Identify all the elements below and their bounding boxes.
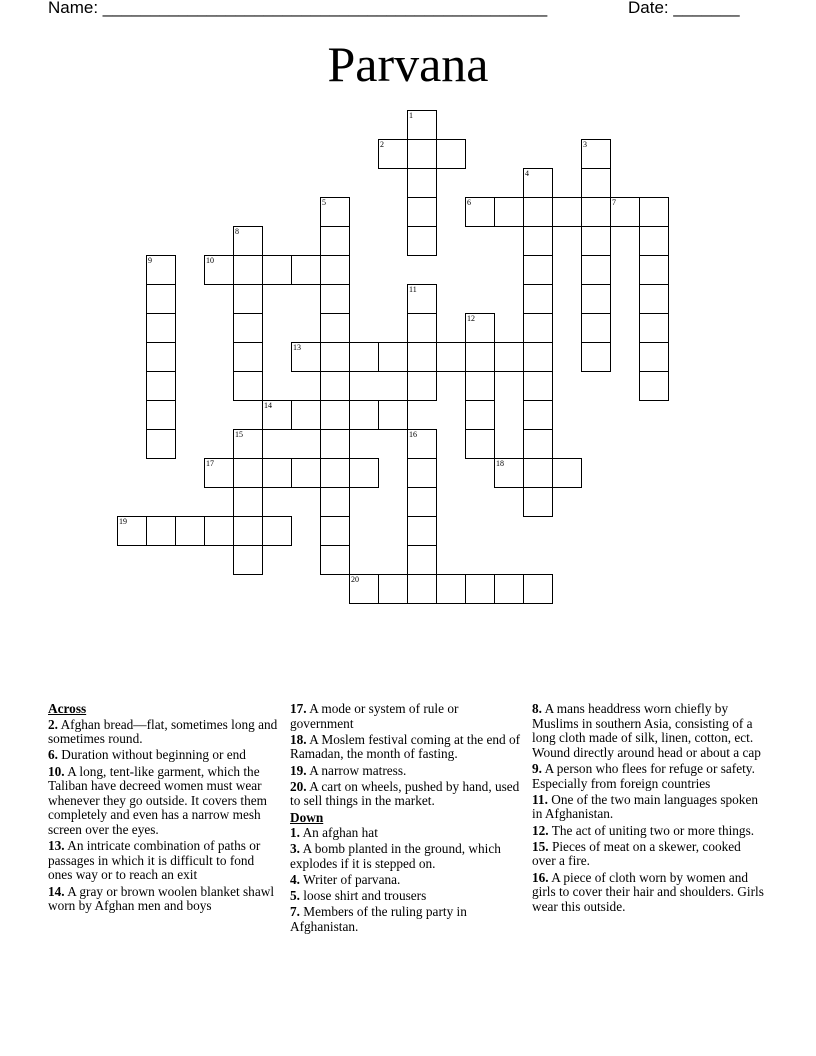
grid-cell[interactable] xyxy=(581,226,611,256)
clue-item-text: A gray or brown woolen blanket shawl worn by Afghan men and boys xyxy=(48,883,275,914)
clue-item-number: 2. xyxy=(48,716,58,732)
grid-cell[interactable] xyxy=(233,313,263,343)
grid-cell[interactable] xyxy=(291,400,321,430)
clue-item-number: 5. xyxy=(290,888,300,904)
grid-cell[interactable] xyxy=(523,429,553,459)
clue-item-text: An afghan hat xyxy=(299,825,378,841)
clue-number: 11 xyxy=(409,285,417,294)
clue-item-number: 15. xyxy=(532,838,549,854)
clue-number: 17 xyxy=(206,459,214,468)
grid-cell[interactable] xyxy=(320,313,350,343)
grid-cell[interactable] xyxy=(146,429,176,459)
clue-item xyxy=(290,905,522,934)
grid-cell[interactable] xyxy=(320,342,350,372)
grid-cell[interactable] xyxy=(146,400,176,430)
grid-cell[interactable] xyxy=(494,574,524,604)
grid-cell[interactable] xyxy=(320,545,350,575)
clue-number: 12 xyxy=(467,314,475,323)
grid-cell[interactable] xyxy=(639,313,669,343)
grid-cell[interactable] xyxy=(407,313,437,343)
grid-cell[interactable] xyxy=(465,574,495,604)
clue-number: 18 xyxy=(496,459,504,468)
clues-column-3 xyxy=(532,702,767,916)
grid-cell[interactable] xyxy=(233,371,263,401)
clue-item-text: One of the two main languages spoken in Afghanistan. xyxy=(532,791,759,822)
grid-cell[interactable] xyxy=(523,197,553,227)
clue-item xyxy=(290,873,522,888)
grid-cell[interactable] xyxy=(494,342,524,372)
grid-cell[interactable] xyxy=(639,226,669,256)
clue-item-text: Writer of parvana. xyxy=(299,872,401,888)
grid-cell[interactable] xyxy=(523,313,553,343)
grid-cell[interactable] xyxy=(407,139,437,169)
grid-cell[interactable] xyxy=(233,226,263,256)
grid-cell[interactable] xyxy=(552,197,582,227)
grid-cell[interactable] xyxy=(233,545,263,575)
grid-cell[interactable] xyxy=(639,255,669,285)
clue-item-number: 4. xyxy=(290,872,300,888)
grid-cell[interactable] xyxy=(204,458,234,488)
grid-cell[interactable] xyxy=(233,487,263,517)
grid-cell[interactable] xyxy=(581,255,611,285)
clue-number: 9 xyxy=(148,256,152,265)
grid-cell[interactable] xyxy=(436,139,466,169)
grid-cell[interactable] xyxy=(465,313,495,343)
clue-item-text: An intricate combination of paths or passages in which it is difficult to fond ones way or to reach an exit xyxy=(48,838,261,883)
grid-cell[interactable] xyxy=(175,516,205,546)
clue-item xyxy=(532,824,767,839)
grid-cell[interactable] xyxy=(407,226,437,256)
clue-number: 7 xyxy=(612,198,616,207)
clue-item-text: Afghan bread—flat, sometimes long and sometimes round. xyxy=(48,716,278,747)
name-line: Name: _______________________________________________ xyxy=(48,0,548,17)
clue-number: 13 xyxy=(293,343,301,352)
clue-item-text: A mans headdress worn chiefly by Muslims in southern Asia, consisting of a long cloth made of silk, linen, cotton, ect. Wound directly around head or about a cap xyxy=(532,701,761,760)
clue-item-text: A person who flees for refuge or safety. Especially from foreign countries xyxy=(532,760,755,791)
grid-cell[interactable] xyxy=(146,313,176,343)
grid-cell[interactable] xyxy=(407,487,437,517)
grid-cell[interactable] xyxy=(465,429,495,459)
grid-cell[interactable] xyxy=(146,255,176,285)
grid-cell[interactable] xyxy=(146,516,176,546)
clue-item xyxy=(48,718,280,747)
grid-cell[interactable] xyxy=(581,284,611,314)
clue-number: 10 xyxy=(206,256,214,265)
grid-cell[interactable] xyxy=(349,342,379,372)
clue-item xyxy=(532,702,767,760)
grid-cell[interactable] xyxy=(407,516,437,546)
grid-cell[interactable] xyxy=(349,400,379,430)
grid-cell[interactable] xyxy=(523,574,553,604)
clue-item xyxy=(532,871,767,915)
clue-number: 15 xyxy=(235,430,243,439)
grid-cell[interactable] xyxy=(233,342,263,372)
clue-item xyxy=(532,793,767,822)
grid-cell[interactable] xyxy=(436,342,466,372)
clue-item-text: A long, tent-like garment, which the Taliban have decreed women must wear whenever they go outside. It covers them completely and even has a narrow mesh screen over the eyes. xyxy=(48,763,267,837)
grid-cell[interactable] xyxy=(639,284,669,314)
clue-item-number: 3. xyxy=(290,841,300,857)
grid-cell[interactable] xyxy=(262,400,292,430)
grid-cell[interactable] xyxy=(523,400,553,430)
clue-item-number: 16. xyxy=(532,869,549,885)
clue-number: 5 xyxy=(322,198,326,207)
grid-cell[interactable] xyxy=(465,197,495,227)
grid-cell[interactable] xyxy=(349,574,379,604)
clue-number: 14 xyxy=(264,401,272,410)
grid-cell[interactable] xyxy=(407,342,437,372)
grid-cell[interactable] xyxy=(407,284,437,314)
grid-cell[interactable] xyxy=(378,574,408,604)
down-heading: Down xyxy=(290,809,324,825)
clue-item-number: 1. xyxy=(290,825,300,841)
clue-item xyxy=(532,840,767,869)
clue-item-number: 14. xyxy=(48,883,65,899)
grid-cell[interactable] xyxy=(320,226,350,256)
grid-cell[interactable] xyxy=(407,429,437,459)
grid-cell[interactable] xyxy=(320,197,350,227)
clue-number: 2 xyxy=(380,140,384,149)
grid-cell[interactable] xyxy=(465,371,495,401)
clue-item-text: A piece of cloth worn by women and girls to cover their hair and shoulders. Girls wear this outside. xyxy=(532,869,764,914)
grid-cell[interactable] xyxy=(233,429,263,459)
grid-cell[interactable] xyxy=(262,255,292,285)
grid-cell[interactable] xyxy=(378,139,408,169)
clue-item-number: 17. xyxy=(290,701,307,716)
grid-cell[interactable] xyxy=(407,197,437,227)
clue-item-number: 11. xyxy=(532,791,548,807)
grid-cell[interactable] xyxy=(407,458,437,488)
grid-cell[interactable] xyxy=(639,197,669,227)
clue-item-text: A narrow matress. xyxy=(306,762,407,778)
grid-cell[interactable] xyxy=(320,487,350,517)
clue-item-number: 6. xyxy=(48,747,58,763)
grid-cell[interactable] xyxy=(523,342,553,372)
grid-cell[interactable] xyxy=(465,400,495,430)
clues-column-2 xyxy=(290,702,522,936)
clue-item-number: 20. xyxy=(290,778,307,794)
grid-cell[interactable] xyxy=(552,458,582,488)
clue-item-number: 12. xyxy=(532,822,549,838)
grid-cell[interactable] xyxy=(320,255,350,285)
grid-cell[interactable] xyxy=(320,429,350,459)
grid-cell[interactable] xyxy=(639,371,669,401)
grid-cell[interactable] xyxy=(378,342,408,372)
clue-item-text: A mode or system of rule or government xyxy=(290,701,459,731)
clue-item xyxy=(290,826,522,841)
grid-cell[interactable] xyxy=(581,313,611,343)
grid-cell[interactable] xyxy=(523,371,553,401)
grid-cell[interactable] xyxy=(204,516,234,546)
clue-item-text: Duration without beginning or end xyxy=(57,747,246,763)
grid-cell[interactable] xyxy=(262,458,292,488)
down-clue-list xyxy=(290,826,522,935)
grid-cell[interactable] xyxy=(523,255,553,285)
grid-cell[interactable] xyxy=(523,226,553,256)
clue-item xyxy=(532,762,767,791)
grid-cell[interactable] xyxy=(581,342,611,372)
clue-number: 4 xyxy=(525,169,529,178)
clue-item xyxy=(290,764,522,779)
clue-number: 8 xyxy=(235,227,239,236)
clue-item-text: loose shirt and trousers xyxy=(299,888,427,904)
clue-item-text: A bomb planted in the ground, which explodes if it is stepped on. xyxy=(290,841,501,871)
grid-cell[interactable] xyxy=(320,400,350,430)
grid-cell[interactable] xyxy=(117,516,147,546)
clue-item xyxy=(48,839,280,883)
clue-item-text: Members of the ruling party in Afghanistan. xyxy=(290,904,467,935)
grid-cell[interactable] xyxy=(523,168,553,198)
clue-number: 3 xyxy=(583,140,587,149)
clue-item-number: 9. xyxy=(532,760,542,776)
grid-cell[interactable] xyxy=(291,342,321,372)
grid-cell[interactable] xyxy=(407,574,437,604)
grid-cell[interactable] xyxy=(494,197,524,227)
clue-item-number: 19. xyxy=(290,762,307,778)
grid-cell[interactable] xyxy=(233,458,263,488)
grid-cell[interactable] xyxy=(291,458,321,488)
clue-item xyxy=(290,702,522,731)
across-clue-list-continued xyxy=(290,702,522,809)
clue-item-number: 8. xyxy=(532,701,542,716)
grid-cell[interactable] xyxy=(320,516,350,546)
clues-column-1 xyxy=(48,702,280,915)
grid-cell[interactable] xyxy=(436,574,466,604)
down-clue-list-continued xyxy=(532,702,767,914)
clue-item xyxy=(48,765,280,838)
grid-cell[interactable] xyxy=(465,342,495,372)
clue-item-text: A cart on wheels, pushed by hand, used to sell things in the market. xyxy=(290,778,520,809)
grid-cell[interactable] xyxy=(581,197,611,227)
clue-number: 16 xyxy=(409,430,417,439)
grid-cell[interactable] xyxy=(146,284,176,314)
clue-number: 20 xyxy=(351,575,359,584)
clue-item-number: 7. xyxy=(290,904,300,920)
grid-cell[interactable] xyxy=(233,284,263,314)
clue-number: 6 xyxy=(467,198,471,207)
grid-cell[interactable] xyxy=(494,458,524,488)
page-title: Parvana xyxy=(327,36,489,92)
grid-cell[interactable] xyxy=(523,458,553,488)
grid-cell[interactable] xyxy=(407,110,437,140)
grid-cell[interactable] xyxy=(407,545,437,575)
clue-item-text: A Moslem festival coming at the end of Ramadan, the month of fasting. xyxy=(290,731,521,762)
clue-item xyxy=(290,889,522,904)
grid-cell[interactable] xyxy=(349,458,379,488)
grid-cell[interactable] xyxy=(581,168,611,198)
grid-cell[interactable] xyxy=(233,516,263,546)
clue-item-number: 13. xyxy=(48,838,65,854)
grid-cell[interactable] xyxy=(320,371,350,401)
grid-cell[interactable] xyxy=(146,342,176,372)
clue-item-text: The act of uniting two or more things. xyxy=(548,822,755,838)
clue-number: 1 xyxy=(409,111,413,120)
grid-cell[interactable] xyxy=(378,400,408,430)
grid-cell[interactable] xyxy=(610,197,640,227)
clue-item xyxy=(290,842,522,871)
clue-number: 19 xyxy=(119,517,127,526)
across-heading: Across xyxy=(48,701,87,716)
across-clue-list xyxy=(48,718,280,914)
grid-cell[interactable] xyxy=(407,371,437,401)
grid-cell[interactable] xyxy=(291,255,321,285)
grid-cell[interactable] xyxy=(523,487,553,517)
clue-item-number: 10. xyxy=(48,763,65,779)
clue-item xyxy=(48,748,280,763)
grid-cell[interactable] xyxy=(407,168,437,198)
clue-item xyxy=(290,733,522,762)
grid-cell[interactable] xyxy=(320,458,350,488)
grid-cell[interactable] xyxy=(320,284,350,314)
clue-item-text: Pieces of meat on a skewer, cooked over a fire. xyxy=(532,838,741,869)
clue-item xyxy=(290,780,522,809)
grid-cell[interactable] xyxy=(262,516,292,546)
grid-cell[interactable] xyxy=(204,255,234,285)
clue-item xyxy=(48,885,280,914)
grid-cell[interactable] xyxy=(639,342,669,372)
grid-cell[interactable] xyxy=(523,284,553,314)
grid-cell[interactable] xyxy=(146,371,176,401)
grid-cell[interactable] xyxy=(581,139,611,169)
grid-cell[interactable] xyxy=(233,255,263,285)
date-line: Date: _______ xyxy=(628,0,740,17)
clue-item-number: 18. xyxy=(290,731,307,747)
